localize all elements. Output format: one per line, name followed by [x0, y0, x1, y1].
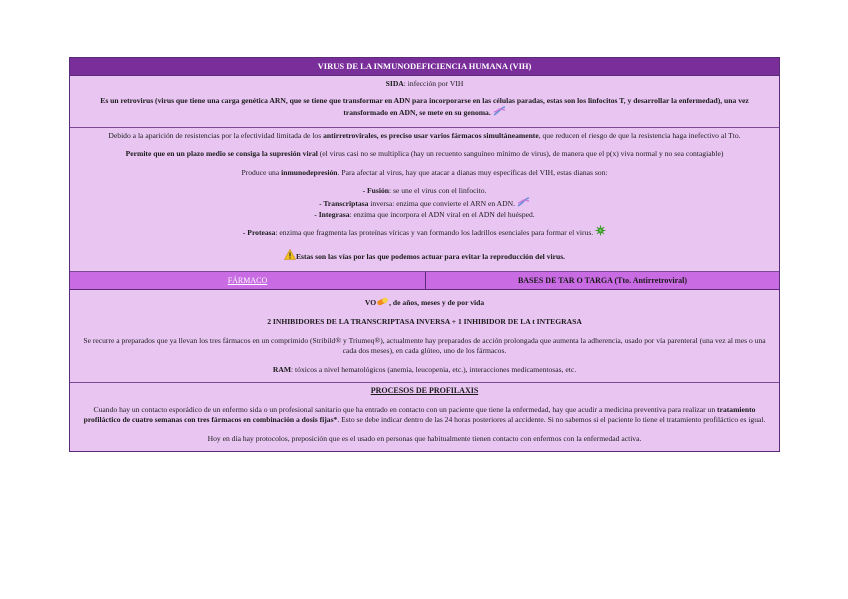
profilaxis-paragraph: Cuando hay un contacto esporádico de un enfermo sida o un profesional sanitario que ha entrado en contacto con un paciente que tiene la enfermedad, hay que acudir a medicina preventiva para realizar un tratamiento profiláctico de cuatro semanas con tres fármacos en combinación a dosis fijas*. Esto se debe indicar dentro de las 24 horas posteriores al accidente. Si no sabemos si el paciente lo tiene el tratamiento profiláctico es igual.	[83, 404, 766, 424]
profilaxis-section	[70, 383, 779, 451]
sida-text: : infección por VIH	[403, 79, 464, 88]
intro-section	[70, 76, 779, 128]
farmaco-column-header[interactable]: FÁRMACO	[70, 272, 426, 289]
profilaxis-title: PROCESOS DE PROFILAXIS	[370, 386, 479, 395]
ram-line: RAM: tóxicos a nivel hematológicos (anemia, leucopenia, etc.), interacciones medicamentosas, etc.	[272, 364, 577, 374]
resistance-paragraph: Debido a la aparición de resistencias por la efectividad limitada de los antirretrovirales, es preciso usar varios fármacos simultáneamente, que reducen el riesgo de que la resistencia haga inefectivo al Tto.	[108, 130, 741, 140]
combination-line: 2 INHIBIDORES DE LA TRANSCRIPTASA INVERSA + 1 INHIBIDOR DE LA t INTEGRASA	[267, 317, 582, 326]
sida-label: SIDA	[385, 79, 404, 88]
target-item: - Transcriptasa inversa: enzima que convierte el ARN en ADN.	[78, 197, 771, 211]
vih-summary-table	[69, 57, 780, 452]
immunodepression-paragraph: Produce una inmunodepresión. Para afectar al virus, hay que atacar a dianas muy específicas del VIH, estas dianas son:	[241, 167, 608, 177]
warning-line	[78, 249, 771, 264]
sida-line	[78, 79, 771, 90]
suppression-paragraph: Permite que en un plazo medio se consiga la supresión viral (el virus casi no se multiplica (hay un recuento sanguíneo mínimo de virus), de manera que el p(x) viva normal y no sea contagiable)	[125, 149, 724, 158]
table-header	[70, 272, 779, 290]
farmaco-section	[70, 290, 779, 384]
target-item: - Proteasa: enzima que fragmenta las proteínas víricas y van formando los ladrillos esenciales para formar el virus.	[78, 225, 771, 240]
dna-icon	[517, 197, 530, 211]
warning-text: Estas son las vías por las que podemos actuar para evitar la reproducción del virus.	[295, 252, 566, 261]
vo-line: VO , de años, meses y de por vida	[78, 297, 771, 310]
virus-icon	[595, 225, 606, 240]
warning-icon	[284, 249, 296, 264]
page-title: VIRUS DE LA INMUNODEFICIENCIA HUMANA (VIH)	[70, 58, 779, 76]
mechanism-section	[70, 128, 779, 272]
target-item: - Fusión: se une el virus con el linfocito.	[362, 186, 487, 195]
preparados-paragraph: Se recurre a preparados que ya llevan los tres fármacos en un comprimido (Stribild® y Triumeq®), actualmente hay preparados de acción prolongada que aumenta la adherencia, usado por vía parenteral (una vez al mes o una cada dos meses), en cada glúteo, uno de los fármacos.	[83, 335, 766, 355]
bases-tar-column-header: BASES DE TAR O TARGA (Tto. Antirretroviral)	[426, 272, 779, 289]
target-item: - Integrasa: enzima que incorpora el ADN viral en el ADN del huésped.	[314, 210, 535, 219]
protocol-paragraph: Hoy en día hay protocolos, preposición que es el usado en personas que habitualmente tienen contacto con enfermos con la enfermedad activa.	[207, 433, 642, 443]
pill-icon	[376, 297, 389, 310]
dna-icon	[493, 106, 506, 120]
retrovirus-text: Es un retrovirus (virus que tiene una carga genética ARN, que se tiene que transformar en ADN para incorporarse en las células paradas, estas son los linfocitos T, y desarrollar la enfermedad), una vez transformado en ADN, se mete en su genoma.	[100, 95, 749, 117]
retrovirus-paragraph	[78, 96, 771, 120]
